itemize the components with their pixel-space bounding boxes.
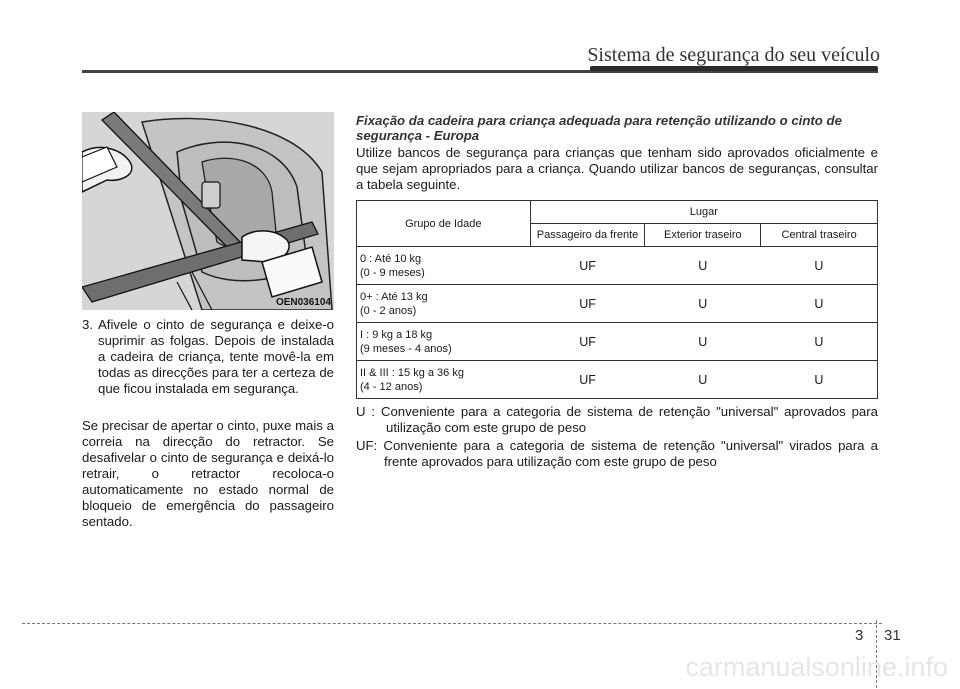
belt-tightening-paragraph: Se precisar de apertar o cinto, puxe mais a correia na direcção do retractor. Se desafivelar o cinto de segurança e deixá-lo retrair, o retractor recoloca-o automaticamente no estado normal de bloqueio de emergência do passageiro sentado. [82, 418, 334, 529]
page-header-title: Sistema de segurança do seu veículo [587, 44, 880, 66]
table-header-lugar: Lugar [530, 201, 877, 224]
table-cell: U [761, 285, 878, 323]
table-cell: UF [530, 285, 645, 323]
table-cell: U [645, 323, 761, 361]
group-weight: 0+ : Até 13 kg [360, 290, 428, 303]
chapter-number: 3 [855, 627, 864, 644]
column-header: Exterior traseiro [645, 224, 761, 247]
table-legend [356, 404, 878, 470]
table-row [357, 285, 878, 323]
group-age: (4 - 12 anos) [360, 380, 423, 393]
group-weight: II & III : 15 kg a 36 kg [360, 366, 464, 379]
table-cell: U [645, 247, 761, 285]
age-group-cell [357, 285, 531, 323]
age-group-cell [357, 323, 531, 361]
group-age: (0 - 9 meses) [360, 266, 425, 279]
legend-u: U : Conveniente para a categoria de sistema de retenção "universal" aprovados para utilização com este grupo de peso [356, 404, 878, 435]
child-seat-figure [82, 112, 334, 310]
table-cell: U [645, 361, 761, 399]
child-seat-belt-illustration-icon [82, 112, 334, 310]
legend-uf: UF: Conveniente para a categoria de sistema de retenção "universal" virados para a frente aprovados para utilização com este grupo de peso [356, 438, 878, 469]
column-header: Central traseiro [761, 224, 878, 247]
table-cell: UF [530, 361, 645, 399]
table-cell: UF [530, 247, 645, 285]
instruction-step [82, 317, 334, 397]
header-rule-accent [590, 66, 878, 71]
page-number: 31 [884, 627, 901, 644]
footer-rule [22, 623, 882, 624]
group-weight: 0 : Até 10 kg [360, 252, 422, 265]
step-number: 3. [82, 317, 93, 332]
watermark: carmanualsonline.info [685, 652, 948, 682]
table-row [357, 361, 878, 399]
table-cell: U [761, 247, 878, 285]
table-row [357, 323, 878, 361]
table-cell: U [645, 285, 761, 323]
table-cell: U [761, 361, 878, 399]
child-seat-suitability-table [356, 200, 878, 399]
section-intro: Utilize bancos de segurança para crianças que tenham sido aprovados oficialmente e que sejam apropriados para a criança. Quando utilizar bancos de seguranças, consultar a tabela seguinte. [356, 145, 878, 192]
group-age: (0 - 2 anos) [360, 304, 417, 317]
table-cell: U [761, 323, 878, 361]
table-header-age-group: Grupo de Idade [357, 201, 531, 247]
group-age: (9 meses - 4 anos) [360, 342, 452, 355]
column-header: Passageiro da frente [530, 224, 645, 247]
group-weight: I : 9 kg a 18 kg [360, 328, 433, 341]
age-group-cell [357, 361, 531, 399]
step-body: Afivele o cinto de segurança e deixe-o suprimir as folgas. Depois de instalada a cadeira de criança, tente movê-la em todas as direcções para ter a certeza de que ficou instalada em segurança. [98, 317, 334, 396]
step-text [82, 317, 334, 397]
table-cell: UF [530, 323, 645, 361]
table-row [357, 247, 878, 285]
section-title: Fixação da cadeira para criança adequada para retenção utilizando o cinto de segurança - Europa [356, 113, 842, 143]
age-group-cell [357, 247, 531, 285]
figure-code: OEN036104 [275, 297, 331, 308]
